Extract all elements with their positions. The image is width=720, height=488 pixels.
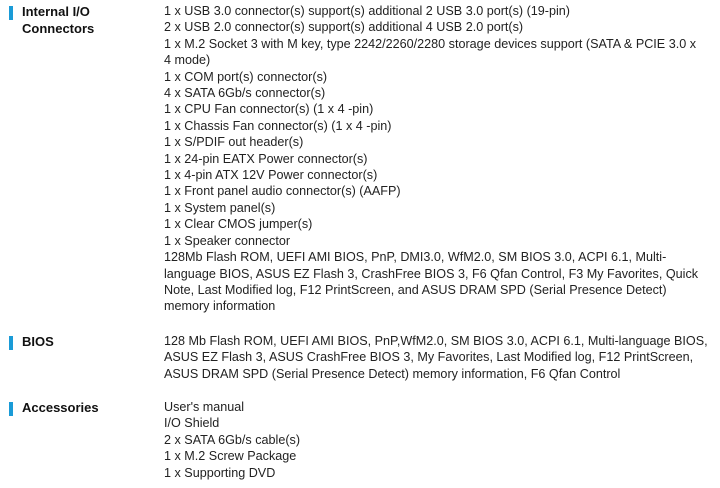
spec-value: 1 x Supporting DVD [164, 465, 276, 480]
section-label [22, 333, 152, 350]
spec-value-list [164, 333, 712, 382]
spec-value-list [164, 3, 712, 315]
spec-value: User's manual [164, 400, 245, 414]
spec-value: 2 x SATA 6Gb/s cable(s) [164, 432, 301, 447]
spec-value: 1 x COM port(s) connector(s) [164, 69, 328, 84]
section-label-line: Accessories [22, 400, 99, 415]
spec-value: 1 x S/PDIF out header(s) [164, 135, 304, 150]
spec-value: 1 x System panel(s) [164, 200, 276, 215]
spec-value: 1 x M.2 Socket 3 with M key, type 2242/2260/2280 storage devices support (SATA & PCIE 3.0 x 4 mode) [164, 36, 697, 68]
section-label [22, 3, 152, 37]
spec-value: 1 x CPU Fan connector(s) (1 x 4 -pin) [164, 102, 374, 117]
spec-value: 1 x USB 3.0 connector(s) support(s) additional 2 USB 3.0 port(s) (19-pin) [164, 4, 570, 18]
spec-value: I/O Shield [164, 416, 220, 431]
section-label [22, 399, 152, 416]
spec-value: 2 x USB 2.0 connector(s) support(s) additional 4 USB 2.0 port(s) [164, 20, 524, 35]
spec-value: 4 x SATA 6Gb/s connector(s) [164, 86, 326, 101]
section-label-line: Internal I/O [22, 4, 90, 19]
spec-value: 1 x Clear CMOS jumper(s) [164, 217, 313, 232]
spec-value: 1 x Speaker connector [164, 233, 291, 248]
section-accent-bar [9, 336, 13, 350]
spec-value: 1 x Front panel audio connector(s) (AAFP) [164, 184, 401, 199]
section-accent-bar [9, 402, 13, 416]
section-label-line: BIOS [22, 334, 54, 349]
spec-value: 128 Mb Flash ROM, UEFI AMI BIOS, PnP,WfM2.0, SM BIOS 3.0, ACPI 6.1, Multi-language BIOS, ASUS EZ Flash 3, ASUS CrashFree BIOS 3, My Favorites, Last Modified log, F12 PrintScreen, ASUS DRAM SPD (Serial Presence Detect) memory information, F6 Qfan Control [164, 334, 708, 381]
section-label-line: Connectors [22, 21, 95, 36]
spec-value: 1 x 4-pin ATX 12V Power connector(s) [164, 168, 378, 183]
spec-value: 1 x Chassis Fan connector(s) (1 x 4 -pin) [164, 118, 392, 133]
spec-value: 1 x M.2 Screw Package [164, 449, 297, 464]
spec-value: 128Mb Flash ROM, UEFI AMI BIOS, PnP, DMI3.0, WfM2.0, SM BIOS 3.0, ACPI 6.1, Multi-language BIOS, ASUS EZ Flash 3, CrashFree BIOS 3, F6 Qfan Control, F3 My Favorites, Quick Note, Last Modified log, F12 PrintScreen, and ASUS DRAM SPD (Serial Presence Detect) memory information [164, 250, 699, 314]
section-accent-bar [9, 6, 13, 20]
spec-value: 1 x 24-pin EATX Power connector(s) [164, 151, 368, 166]
spec-value-list [164, 399, 712, 481]
